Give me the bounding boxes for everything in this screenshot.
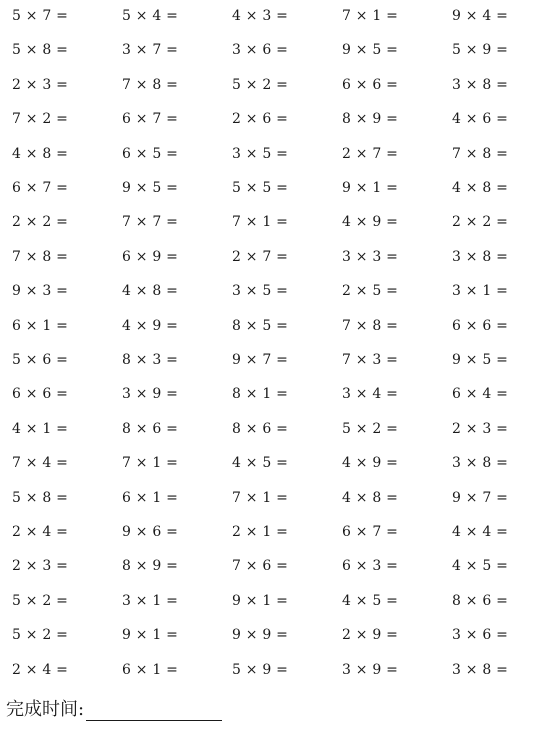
problem-item: 5 × 5 = bbox=[232, 180, 289, 196]
problem-item: 9 × 5 = bbox=[452, 352, 509, 368]
problem-item: 9 × 9 = bbox=[232, 627, 289, 644]
problem-item: 2 × 7 = bbox=[232, 248, 289, 265]
problem-item: 4 × 9 = bbox=[342, 455, 399, 472]
problem-item: 8 × 6 = bbox=[122, 420, 179, 437]
problem-item: 4 × 8 = bbox=[12, 145, 69, 162]
problem-item: 6 × 4 = bbox=[452, 386, 509, 403]
problem-item: 4 × 5 = bbox=[452, 558, 509, 575]
problem-item: 4 × 9 = bbox=[342, 214, 399, 231]
problem-item: 8 × 9 = bbox=[122, 558, 179, 575]
problem-item: 2 × 4 = bbox=[12, 524, 69, 540]
problem-item: 5 × 9 = bbox=[452, 42, 509, 59]
problem-item: 5 × 2 = bbox=[342, 420, 399, 437]
problem-item: 6 × 3 = bbox=[342, 558, 399, 575]
problem-item: 3 × 9 = bbox=[122, 386, 179, 403]
problem-item: 6 × 1 = bbox=[12, 317, 69, 334]
problem-item: 5 × 7 = bbox=[12, 8, 69, 24]
problem-item: 8 × 5 = bbox=[232, 317, 289, 334]
problem-item: 5 × 2 = bbox=[12, 627, 69, 644]
problem-item: 7 × 1 = bbox=[342, 8, 399, 24]
problem-item: 4 × 4 = bbox=[452, 524, 509, 540]
problem-item: 9 × 5 = bbox=[122, 180, 179, 196]
problem-item: 5 × 9 = bbox=[232, 661, 289, 678]
problem-item: 5 × 8 = bbox=[12, 489, 69, 506]
problem-item: 6 × 6 = bbox=[342, 76, 399, 93]
problem-item: 2 × 3 = bbox=[12, 76, 69, 93]
problem-item: 7 × 3 = bbox=[342, 352, 399, 368]
problem-item: 2 × 5 = bbox=[342, 283, 399, 300]
problem-item: 7 × 7 = bbox=[122, 214, 179, 231]
problem-item: 5 × 8 = bbox=[12, 42, 69, 59]
problem-item: 4 × 8 = bbox=[342, 489, 399, 506]
problem-item: 3 × 4 = bbox=[342, 386, 399, 403]
problem-item: 7 × 1 = bbox=[122, 455, 179, 472]
problem-item: 8 × 3 = bbox=[122, 352, 179, 368]
problem-item: 8 × 6 = bbox=[232, 420, 289, 437]
problem-item: 9 × 1 = bbox=[342, 180, 399, 196]
problem-item: 5 × 2 = bbox=[232, 76, 289, 93]
completion-time-blank[interactable] bbox=[86, 701, 222, 721]
completion-time-label: 完成时间: bbox=[6, 699, 85, 720]
problem-item: 2 × 9 = bbox=[342, 627, 399, 644]
problem-item: 4 × 1 = bbox=[12, 420, 69, 437]
problem-item: 7 × 1 = bbox=[232, 214, 289, 231]
problem-item: 6 × 7 = bbox=[122, 111, 179, 128]
problem-item: 7 × 8 = bbox=[12, 248, 69, 265]
problem-item: 3 × 6 = bbox=[232, 42, 289, 59]
problem-item: 3 × 7 = bbox=[122, 42, 179, 59]
problem-item: 9 × 4 = bbox=[452, 8, 509, 24]
problem-item: 7 × 8 = bbox=[122, 76, 179, 93]
problem-item: 4 × 5 = bbox=[232, 455, 289, 472]
problem-item: 3 × 8 = bbox=[452, 661, 509, 678]
problem-item: 6 × 5 = bbox=[122, 145, 179, 162]
problem-item: 2 × 7 = bbox=[342, 145, 399, 162]
problem-item: 9 × 7 = bbox=[232, 352, 289, 368]
problem-item: 2 × 2 = bbox=[452, 214, 509, 231]
problem-item: 3 × 3 = bbox=[342, 248, 399, 265]
problem-item: 4 × 8 = bbox=[122, 283, 179, 300]
problem-item: 4 × 3 = bbox=[232, 8, 289, 24]
problem-item: 7 × 6 = bbox=[232, 558, 289, 575]
problem-item: 6 × 1 = bbox=[122, 489, 179, 506]
problem-item: 3 × 9 = bbox=[342, 661, 399, 678]
problem-item: 3 × 1 = bbox=[122, 592, 179, 609]
problem-item: 2 × 6 = bbox=[232, 111, 289, 128]
problem-item: 2 × 3 = bbox=[12, 558, 69, 575]
completion-time-field bbox=[6, 697, 222, 721]
problem-item: 3 × 6 = bbox=[452, 627, 509, 644]
problem-item: 4 × 6 = bbox=[452, 111, 509, 128]
problem-item: 9 × 3 = bbox=[12, 283, 69, 300]
problem-item: 5 × 6 = bbox=[12, 352, 69, 368]
problem-item: 2 × 4 = bbox=[12, 661, 69, 678]
problem-item: 7 × 2 = bbox=[12, 111, 69, 128]
problem-item: 2 × 2 = bbox=[12, 214, 69, 231]
problem-item: 7 × 8 = bbox=[342, 317, 399, 334]
problem-item: 7 × 8 = bbox=[452, 145, 509, 162]
problem-item: 8 × 1 = bbox=[232, 386, 289, 403]
problem-item: 4 × 8 = bbox=[452, 180, 509, 196]
problem-item: 5 × 2 = bbox=[12, 592, 69, 609]
problem-item: 2 × 3 = bbox=[452, 420, 509, 437]
problem-item: 8 × 6 = bbox=[452, 592, 509, 609]
problem-item: 7 × 1 = bbox=[232, 489, 289, 506]
problem-item: 9 × 6 = bbox=[122, 524, 179, 540]
problem-item: 5 × 4 = bbox=[122, 8, 179, 24]
problem-item: 9 × 1 = bbox=[232, 592, 289, 609]
problem-item: 6 × 1 = bbox=[122, 661, 179, 678]
problem-item: 9 × 7 = bbox=[452, 489, 509, 506]
problem-item: 7 × 4 = bbox=[12, 455, 69, 472]
problem-item: 9 × 5 = bbox=[342, 42, 399, 59]
problem-item: 3 × 8 = bbox=[452, 76, 509, 93]
problem-item: 6 × 6 = bbox=[12, 386, 69, 403]
problem-item: 3 × 8 = bbox=[452, 248, 509, 265]
problem-item: 2 × 1 = bbox=[232, 524, 289, 540]
problem-item: 4 × 5 = bbox=[342, 592, 399, 609]
problem-item: 3 × 5 = bbox=[232, 283, 289, 300]
problem-item: 3 × 1 = bbox=[452, 283, 509, 300]
problem-item: 6 × 7 = bbox=[342, 524, 399, 540]
problem-item: 9 × 1 = bbox=[122, 627, 179, 644]
problem-item: 3 × 8 = bbox=[452, 455, 509, 472]
problem-item: 6 × 7 = bbox=[12, 180, 69, 196]
problem-item: 8 × 9 = bbox=[342, 111, 399, 128]
problem-item: 6 × 9 = bbox=[122, 248, 179, 265]
problem-item: 4 × 9 = bbox=[122, 317, 179, 334]
problem-item: 6 × 6 = bbox=[452, 317, 509, 334]
problem-item: 3 × 5 = bbox=[232, 145, 289, 162]
